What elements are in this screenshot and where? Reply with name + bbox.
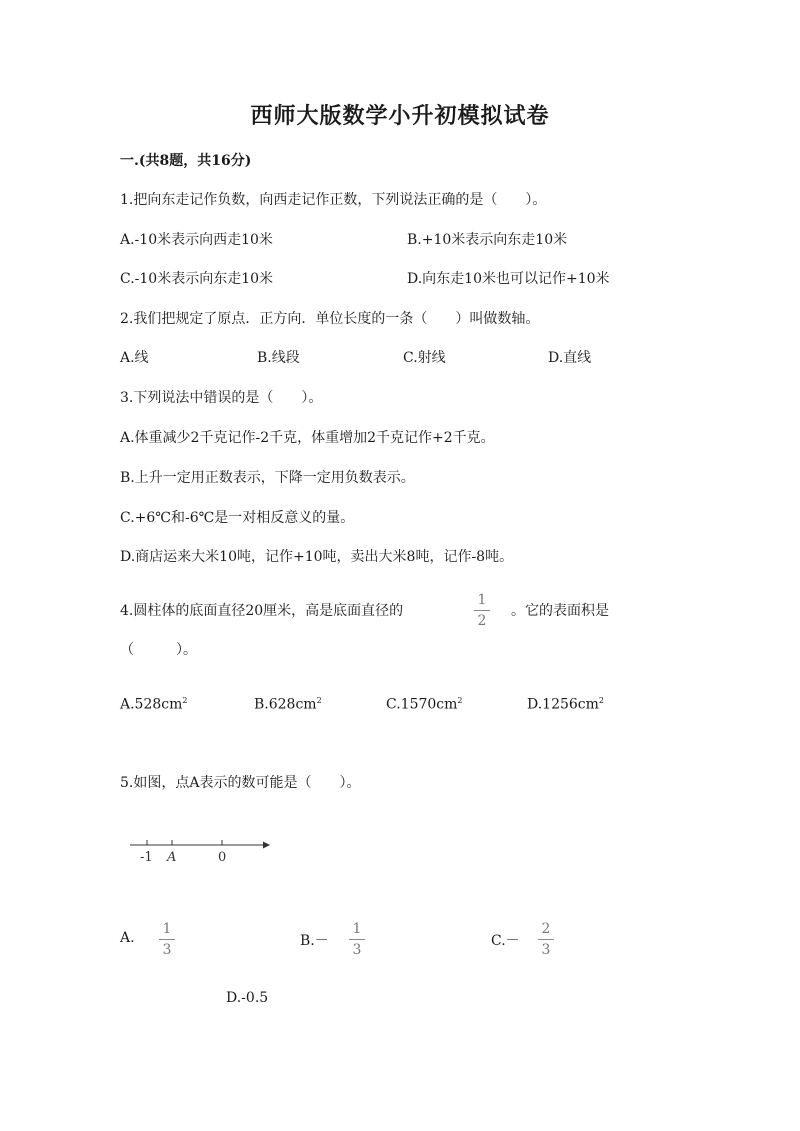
q4-option-b[interactable] xyxy=(254,696,322,713)
q2-option-d[interactable]: D.直线 xyxy=(548,350,592,366)
q5-option-d[interactable]: D.-0.5 xyxy=(226,990,269,1006)
q2-option-b[interactable]: B.线段 xyxy=(257,350,300,366)
q5-option-c[interactable]: C.－ xyxy=(491,933,520,949)
q5-option-b[interactable]: B.－ xyxy=(300,933,329,949)
q5-b-numerator: 1 xyxy=(352,921,362,937)
q2-option-c[interactable]: C.射线 xyxy=(403,350,446,366)
q1-option-d[interactable]: D.向东走10米也可以记作+10米 xyxy=(407,271,610,287)
axis-label-a: A xyxy=(167,850,177,865)
axis-label-0: 0 xyxy=(218,850,227,865)
q3-option-c[interactable]: C.+6℃和-6℃是一对相反意义的量。 xyxy=(120,510,355,526)
q4-fraction xyxy=(474,593,490,628)
q4-stem-start: 4.圆柱体的底面直径20厘米，高是底面直径的 xyxy=(120,603,404,619)
q5-option-b-fraction xyxy=(349,922,365,957)
q4-blank: （ ）。 xyxy=(120,642,197,658)
q1-option-b[interactable]: B.+10米表示向东走10米 xyxy=(407,232,568,248)
q5-option-a[interactable]: A. xyxy=(120,930,135,946)
q5-stem: 5.如图，点A表示的数可能是（ ）。 xyxy=(120,775,361,791)
number-line-figure xyxy=(125,830,275,870)
q5-a-denominator: 3 xyxy=(162,942,172,958)
q5-option-a-fraction xyxy=(159,922,175,957)
q4-option-b-text: B.628cm xyxy=(254,696,317,713)
q2-stem: 2.我们把规定了原点．正方向．单位长度的一条（ ）叫做数轴。 xyxy=(120,311,540,327)
page-title: 西师大版数学小升初模拟试卷 xyxy=(250,103,550,129)
q5-b-denominator: 3 xyxy=(352,942,362,958)
q1-option-c[interactable]: C.-10米表示向东走10米 xyxy=(120,271,274,287)
fraction-bar xyxy=(538,939,554,940)
q4-option-a[interactable] xyxy=(120,696,188,713)
q4-unit-sup-a: 2 xyxy=(182,696,188,705)
q4-unit-sup-d: 2 xyxy=(598,696,605,705)
q5-a-numerator: 1 xyxy=(162,921,172,937)
q4-option-c[interactable] xyxy=(386,696,463,713)
q4-fraction-denominator: 2 xyxy=(477,613,487,629)
q2-option-a[interactable]: A.线 xyxy=(120,350,149,366)
axis-label-neg1: -1 xyxy=(140,850,153,865)
q5-c-denominator: 3 xyxy=(541,942,551,958)
number-line-arrow-icon xyxy=(263,842,270,849)
q3-option-a[interactable]: A.体重减少2千克记作-2千克，体重增加2千克记作+2千克。 xyxy=(120,430,495,446)
q5-c-numerator: 2 xyxy=(541,921,551,937)
q4-option-d[interactable] xyxy=(527,696,604,713)
q4-fraction-numerator: 1 xyxy=(477,592,487,608)
fraction-bar xyxy=(474,610,490,611)
q3-option-b[interactable]: B.上升一定用正数表示，下降一定用负数表示。 xyxy=(120,470,415,486)
q4-unit-sup-c: 2 xyxy=(457,696,463,705)
fraction-bar xyxy=(349,939,365,940)
q5-option-c-fraction xyxy=(538,922,554,957)
q4-option-d-text: D.1256cm xyxy=(527,696,599,713)
fraction-bar xyxy=(159,939,175,940)
q3-option-d[interactable]: D.商店运来大米10吨，记作+10吨，卖出大米8吨，记作-8吨。 xyxy=(120,549,514,565)
q4-unit-sup-b: 2 xyxy=(316,696,322,705)
q4-option-a-text: A.528cm xyxy=(120,696,183,713)
q3-stem: 3.下列说法中错误的是（ ）。 xyxy=(120,390,323,406)
q4-stem-end: 。它的表面积是 xyxy=(511,603,609,619)
q1-stem: 1.把向东走记作负数，向西走记作正数，下列说法正确的是（ ）。 xyxy=(120,192,547,208)
section-heading: 一.(共8题，共16分) xyxy=(120,153,252,169)
q4-option-c-text: C.1570cm xyxy=(386,696,458,713)
q1-option-a[interactable]: A.-10米表示向西走10米 xyxy=(120,232,273,248)
